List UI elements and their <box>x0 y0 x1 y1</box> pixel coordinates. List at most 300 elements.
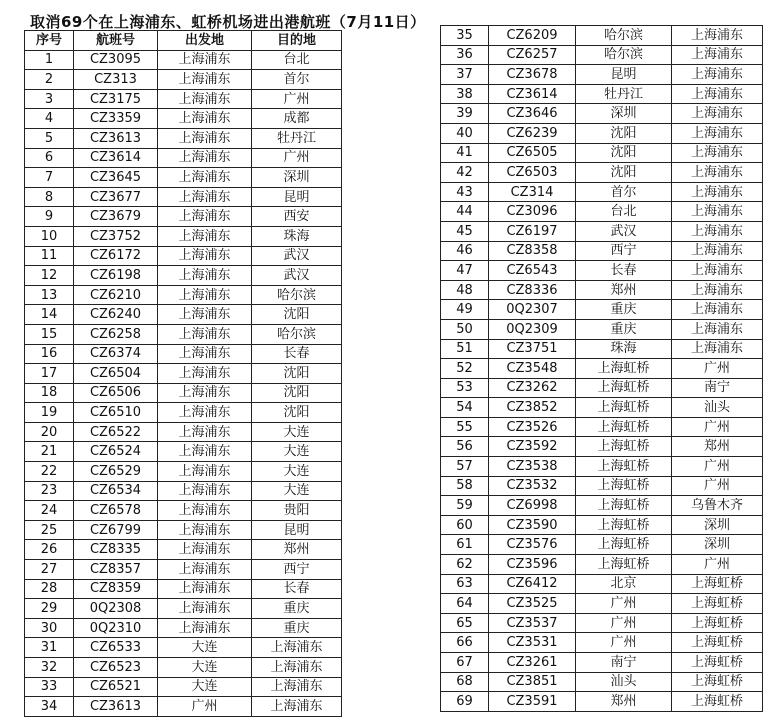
cell-index: 41 <box>441 143 489 163</box>
cell-destination: 武汉 <box>252 266 342 286</box>
cell-flight-number: CZ3852 <box>489 398 576 418</box>
cell-index: 23 <box>25 481 74 501</box>
cell-flight-number: CZ6172 <box>74 246 158 266</box>
cell-index: 9 <box>25 207 74 227</box>
cell-flight-number: CZ6578 <box>74 501 158 521</box>
cell-flight-number: 0Q2308 <box>74 599 158 619</box>
cell-flight-number: CZ3614 <box>489 84 576 104</box>
table-row <box>441 123 763 143</box>
cell-destination: 武汉 <box>252 246 342 266</box>
cell-index: 50 <box>441 319 489 339</box>
cell-origin: 上海浦东 <box>158 207 252 227</box>
cell-flight-number: 0Q2307 <box>489 300 576 320</box>
table-row <box>25 403 342 423</box>
table-row <box>441 535 763 555</box>
cell-destination: 哈尔滨 <box>252 285 342 305</box>
cell-flight-number: CZ3613 <box>74 697 158 717</box>
cell-origin: 上海浦东 <box>158 50 252 70</box>
cell-index: 27 <box>25 560 74 580</box>
cell-origin: 沈阳 <box>576 163 672 183</box>
cell-origin: 上海浦东 <box>158 403 252 423</box>
cell-origin: 上海浦东 <box>158 383 252 403</box>
table-row <box>441 672 763 692</box>
cell-index: 67 <box>441 653 489 673</box>
table-row <box>25 520 342 540</box>
cell-index: 28 <box>25 579 74 599</box>
cell-flight-number: CZ6198 <box>74 266 158 286</box>
cell-index: 21 <box>25 442 74 462</box>
cell-flight-number: CZ3548 <box>489 359 576 379</box>
cell-index: 61 <box>441 535 489 555</box>
cell-flight-number: CZ3678 <box>489 65 576 85</box>
table-row <box>25 226 342 246</box>
cell-destination: 深圳 <box>672 535 763 555</box>
column-header-index: 序号 <box>25 31 74 51</box>
cell-destination: 上海浦东 <box>672 221 763 241</box>
cell-destination: 乌鲁木齐 <box>672 496 763 516</box>
cell-destination: 重庆 <box>252 618 342 638</box>
cell-destination: 郑州 <box>252 540 342 560</box>
cell-flight-number: CZ6534 <box>74 481 158 501</box>
table-row <box>25 618 342 638</box>
cell-origin: 上海浦东 <box>158 305 252 325</box>
cell-origin: 长春 <box>576 261 672 281</box>
table-row <box>25 305 342 325</box>
cell-destination: 上海虹桥 <box>672 613 763 633</box>
table-row <box>441 692 763 712</box>
cell-origin: 上海浦东 <box>158 618 252 638</box>
cell-origin: 上海虹桥 <box>576 378 672 398</box>
cell-destination: 上海浦东 <box>672 202 763 222</box>
table-row <box>25 560 342 580</box>
cell-index: 56 <box>441 437 489 457</box>
table-row <box>441 555 763 575</box>
table-row <box>25 266 342 286</box>
cell-origin: 郑州 <box>576 280 672 300</box>
cell-origin: 上海虹桥 <box>576 496 672 516</box>
cell-flight-number: CZ3614 <box>74 148 158 168</box>
cell-origin: 哈尔滨 <box>576 45 672 65</box>
cell-flight-number: CZ6521 <box>74 677 158 697</box>
cell-index: 19 <box>25 403 74 423</box>
table-row <box>25 187 342 207</box>
table-row <box>441 496 763 516</box>
cell-index: 55 <box>441 417 489 437</box>
table-row <box>441 45 763 65</box>
table-row <box>441 515 763 535</box>
cell-flight-number: CZ3525 <box>489 594 576 614</box>
cell-origin: 上海虹桥 <box>576 476 672 496</box>
cell-index: 65 <box>441 613 489 633</box>
table-row <box>25 697 342 717</box>
cell-index: 37 <box>441 65 489 85</box>
cell-destination: 沈阳 <box>252 305 342 325</box>
table-row <box>441 574 763 594</box>
cell-destination: 上海虹桥 <box>672 672 763 692</box>
cell-destination: 牡丹江 <box>252 128 342 148</box>
cell-destination: 上海浦东 <box>672 123 763 143</box>
cell-flight-number: CZ6506 <box>74 383 158 403</box>
cell-flight-number: CZ3262 <box>489 378 576 398</box>
table-row <box>25 638 342 658</box>
cell-origin: 台北 <box>576 202 672 222</box>
cell-flight-number: CZ6529 <box>74 462 158 482</box>
cell-destination: 上海浦东 <box>252 638 342 658</box>
cell-index: 6 <box>25 148 74 168</box>
cell-origin: 上海浦东 <box>158 579 252 599</box>
cell-index: 36 <box>441 45 489 65</box>
cell-index: 60 <box>441 515 489 535</box>
cell-origin: 上海浦东 <box>158 560 252 580</box>
table-row <box>25 599 342 619</box>
cell-index: 47 <box>441 261 489 281</box>
table-row <box>441 280 763 300</box>
table-row <box>441 202 763 222</box>
cell-origin: 大连 <box>158 658 252 678</box>
table-row <box>441 65 763 85</box>
cell-origin: 上海虹桥 <box>576 535 672 555</box>
cell-index: 46 <box>441 241 489 261</box>
cell-origin: 深圳 <box>576 104 672 124</box>
cell-index: 35 <box>441 26 489 46</box>
cell-flight-number: CZ6412 <box>489 574 576 594</box>
cell-destination: 上海虹桥 <box>672 594 763 614</box>
table-row <box>441 457 763 477</box>
cell-flight-number: CZ8358 <box>489 241 576 261</box>
cell-origin: 广州 <box>576 613 672 633</box>
table-row <box>441 26 763 46</box>
cell-destination: 哈尔滨 <box>252 324 342 344</box>
cell-origin: 上海浦东 <box>158 187 252 207</box>
cell-flight-number: CZ3537 <box>489 613 576 633</box>
cell-origin: 上海浦东 <box>158 109 252 129</box>
cell-origin: 上海浦东 <box>158 324 252 344</box>
cell-destination: 沈阳 <box>252 403 342 423</box>
table-row <box>441 633 763 653</box>
cell-destination: 上海浦东 <box>672 280 763 300</box>
cell-flight-number: CZ3526 <box>489 417 576 437</box>
cell-index: 30 <box>25 618 74 638</box>
table-row <box>441 182 763 202</box>
table-row <box>441 300 763 320</box>
cell-index: 38 <box>441 84 489 104</box>
cell-origin: 上海浦东 <box>158 285 252 305</box>
cell-destination: 沈阳 <box>252 364 342 384</box>
table-row <box>25 540 342 560</box>
cell-flight-number: CZ3613 <box>74 128 158 148</box>
cell-destination: 广州 <box>672 417 763 437</box>
cell-index: 29 <box>25 599 74 619</box>
cell-index: 62 <box>441 555 489 575</box>
cell-flight-number: CZ314 <box>489 182 576 202</box>
table-row <box>441 319 763 339</box>
cell-index: 69 <box>441 692 489 712</box>
cell-flight-number: CZ8357 <box>74 560 158 580</box>
cell-index: 22 <box>25 462 74 482</box>
cell-index: 3 <box>25 89 74 109</box>
cell-index: 44 <box>441 202 489 222</box>
cell-flight-number: CZ3645 <box>74 168 158 188</box>
cell-destination: 成都 <box>252 109 342 129</box>
cell-destination: 上海浦东 <box>672 26 763 46</box>
cell-origin: 西宁 <box>576 241 672 261</box>
cell-index: 13 <box>25 285 74 305</box>
cell-index: 11 <box>25 246 74 266</box>
table-row <box>25 246 342 266</box>
cell-index: 1 <box>25 50 74 70</box>
cell-index: 49 <box>441 300 489 320</box>
cell-destination: 珠海 <box>252 226 342 246</box>
table-row <box>441 398 763 418</box>
cell-destination: 长春 <box>252 579 342 599</box>
cell-origin: 珠海 <box>576 339 672 359</box>
cell-index: 4 <box>25 109 74 129</box>
column-header-origin: 出发地 <box>158 31 252 51</box>
cell-index: 68 <box>441 672 489 692</box>
cell-index: 48 <box>441 280 489 300</box>
cell-index: 18 <box>25 383 74 403</box>
table-row <box>441 653 763 673</box>
cell-destination: 大连 <box>252 442 342 462</box>
cell-flight-number: CZ3359 <box>74 109 158 129</box>
cell-destination: 昆明 <box>252 520 342 540</box>
cell-flight-number: CZ6998 <box>489 496 576 516</box>
cell-index: 45 <box>441 221 489 241</box>
cell-origin: 汕头 <box>576 672 672 692</box>
cell-destination: 台北 <box>252 50 342 70</box>
cell-index: 59 <box>441 496 489 516</box>
cell-index: 26 <box>25 540 74 560</box>
cell-index: 15 <box>25 324 74 344</box>
cell-flight-number: CZ6503 <box>489 163 576 183</box>
cell-origin: 上海浦东 <box>158 462 252 482</box>
cell-flight-number: CZ6239 <box>489 123 576 143</box>
table-row <box>25 285 342 305</box>
table-row <box>441 613 763 633</box>
cell-index: 2 <box>25 70 74 90</box>
cell-flight-number: CZ6374 <box>74 344 158 364</box>
cell-index: 64 <box>441 594 489 614</box>
flight-table-right-body <box>441 26 763 712</box>
column-header-destination: 目的地 <box>252 31 342 51</box>
table-row <box>25 442 342 462</box>
table-row <box>441 261 763 281</box>
cell-origin: 牡丹江 <box>576 84 672 104</box>
cell-flight-number: CZ3751 <box>489 339 576 359</box>
table-row <box>25 344 342 364</box>
cell-index: 32 <box>25 658 74 678</box>
table-row <box>441 241 763 261</box>
table-row <box>25 658 342 678</box>
table-row <box>25 481 342 501</box>
cell-origin: 上海浦东 <box>158 246 252 266</box>
cell-destination: 上海浦东 <box>252 658 342 678</box>
cell-destination: 上海浦东 <box>672 339 763 359</box>
cell-destination: 重庆 <box>252 599 342 619</box>
cell-destination: 西宁 <box>252 560 342 580</box>
cell-flight-number: 0Q2310 <box>74 618 158 638</box>
cell-flight-number: CZ3531 <box>489 633 576 653</box>
cell-flight-number: CZ3576 <box>489 535 576 555</box>
cell-index: 66 <box>441 633 489 653</box>
cell-flight-number: CZ3095 <box>74 50 158 70</box>
cell-destination: 沈阳 <box>252 383 342 403</box>
table-row <box>441 84 763 104</box>
cell-destination: 上海虹桥 <box>672 633 763 653</box>
cell-destination: 广州 <box>672 476 763 496</box>
table-row <box>25 50 342 70</box>
table-row <box>25 207 342 227</box>
flight-table-right <box>440 25 763 712</box>
table-row <box>25 168 342 188</box>
cell-flight-number: CZ3679 <box>74 207 158 227</box>
cell-index: 10 <box>25 226 74 246</box>
cell-destination: 广州 <box>672 457 763 477</box>
cell-origin: 首尔 <box>576 182 672 202</box>
cell-origin: 昆明 <box>576 65 672 85</box>
table-row <box>25 383 342 403</box>
table-row <box>25 501 342 521</box>
cell-origin: 上海浦东 <box>158 128 252 148</box>
table-row <box>441 163 763 183</box>
cell-flight-number: CZ6522 <box>74 422 158 442</box>
cell-origin: 上海虹桥 <box>576 555 672 575</box>
table-row <box>25 148 342 168</box>
cell-flight-number: CZ6524 <box>74 442 158 462</box>
cell-flight-number: CZ6533 <box>74 638 158 658</box>
cell-index: 24 <box>25 501 74 521</box>
cell-origin: 广州 <box>576 633 672 653</box>
cell-index: 34 <box>25 697 74 717</box>
cell-flight-number: CZ8359 <box>74 579 158 599</box>
cell-flight-number: CZ6209 <box>489 26 576 46</box>
cell-flight-number: CZ6197 <box>489 221 576 241</box>
cell-destination: 上海浦东 <box>672 84 763 104</box>
cell-index: 39 <box>441 104 489 124</box>
cell-destination: 西安 <box>252 207 342 227</box>
cell-origin: 哈尔滨 <box>576 26 672 46</box>
cell-index: 40 <box>441 123 489 143</box>
cell-flight-number: CZ6510 <box>74 403 158 423</box>
cell-index: 63 <box>441 574 489 594</box>
cell-index: 33 <box>25 677 74 697</box>
cell-flight-number: CZ6240 <box>74 305 158 325</box>
cell-destination: 上海浦东 <box>672 104 763 124</box>
table-header-row <box>25 31 342 51</box>
cell-destination: 南宁 <box>672 378 763 398</box>
cell-flight-number: CZ3851 <box>489 672 576 692</box>
cell-destination: 上海虹桥 <box>672 574 763 594</box>
cell-destination: 首尔 <box>252 70 342 90</box>
table-row <box>441 143 763 163</box>
cell-origin: 上海虹桥 <box>576 417 672 437</box>
cell-flight-number: CZ3096 <box>489 202 576 222</box>
table-row <box>441 339 763 359</box>
cell-destination: 汕头 <box>672 398 763 418</box>
cell-destination: 广州 <box>252 89 342 109</box>
cell-flight-number: CZ3261 <box>489 653 576 673</box>
table-row <box>25 109 342 129</box>
cell-destination: 上海浦东 <box>672 241 763 261</box>
table-row <box>441 417 763 437</box>
cell-destination: 上海浦东 <box>252 697 342 717</box>
cell-origin: 上海虹桥 <box>576 515 672 535</box>
table-row <box>25 324 342 344</box>
cell-flight-number: CZ3591 <box>489 692 576 712</box>
cell-flight-number: CZ313 <box>74 70 158 90</box>
cell-destination: 昆明 <box>252 187 342 207</box>
cell-origin: 上海虹桥 <box>576 437 672 457</box>
cell-origin: 郑州 <box>576 692 672 712</box>
cell-index: 42 <box>441 163 489 183</box>
cell-destination: 贵阳 <box>252 501 342 521</box>
table-row <box>441 437 763 457</box>
cell-destination: 上海浦东 <box>672 163 763 183</box>
cell-index: 7 <box>25 168 74 188</box>
table-row <box>25 422 342 442</box>
cell-origin: 上海虹桥 <box>576 457 672 477</box>
cell-index: 51 <box>441 339 489 359</box>
cell-destination: 上海浦东 <box>672 300 763 320</box>
cell-origin: 上海浦东 <box>158 599 252 619</box>
cell-flight-number: CZ6258 <box>74 324 158 344</box>
cell-origin: 上海虹桥 <box>576 359 672 379</box>
table-row <box>25 677 342 697</box>
cell-origin: 上海浦东 <box>158 89 252 109</box>
cell-flight-number: CZ6799 <box>74 520 158 540</box>
table-row <box>441 359 763 379</box>
cell-destination: 上海浦东 <box>252 677 342 697</box>
table-row <box>25 128 342 148</box>
cell-origin: 上海浦东 <box>158 481 252 501</box>
cell-destination: 上海浦东 <box>672 65 763 85</box>
cell-origin: 上海浦东 <box>158 442 252 462</box>
cell-flight-number: CZ6523 <box>74 658 158 678</box>
cell-origin: 上海浦东 <box>158 148 252 168</box>
table-row <box>25 462 342 482</box>
cell-origin: 广州 <box>158 697 252 717</box>
cell-origin: 上海浦东 <box>158 266 252 286</box>
cell-origin: 上海浦东 <box>158 520 252 540</box>
cell-flight-number: CZ6505 <box>489 143 576 163</box>
cell-destination: 广州 <box>252 148 342 168</box>
cell-flight-number: 0Q2309 <box>489 319 576 339</box>
cell-flight-number: CZ3646 <box>489 104 576 124</box>
table-row <box>441 476 763 496</box>
table-row <box>25 70 342 90</box>
cell-flight-number: CZ3596 <box>489 555 576 575</box>
cell-origin: 南宁 <box>576 653 672 673</box>
cell-origin: 沈阳 <box>576 143 672 163</box>
table-row <box>25 364 342 384</box>
cell-destination: 上海浦东 <box>672 319 763 339</box>
cell-flight-number: CZ6504 <box>74 364 158 384</box>
cell-index: 43 <box>441 182 489 202</box>
cell-origin: 武汉 <box>576 221 672 241</box>
cell-index: 8 <box>25 187 74 207</box>
cell-origin: 上海浦东 <box>158 226 252 246</box>
cell-destination: 上海浦东 <box>672 182 763 202</box>
cell-destination: 大连 <box>252 462 342 482</box>
cell-destination: 深圳 <box>252 168 342 188</box>
cell-destination: 长春 <box>252 344 342 364</box>
cell-destination: 广州 <box>672 359 763 379</box>
cell-destination: 广州 <box>672 555 763 575</box>
cell-flight-number: CZ3175 <box>74 89 158 109</box>
table-row <box>25 89 342 109</box>
cell-index: 25 <box>25 520 74 540</box>
cell-index: 17 <box>25 364 74 384</box>
